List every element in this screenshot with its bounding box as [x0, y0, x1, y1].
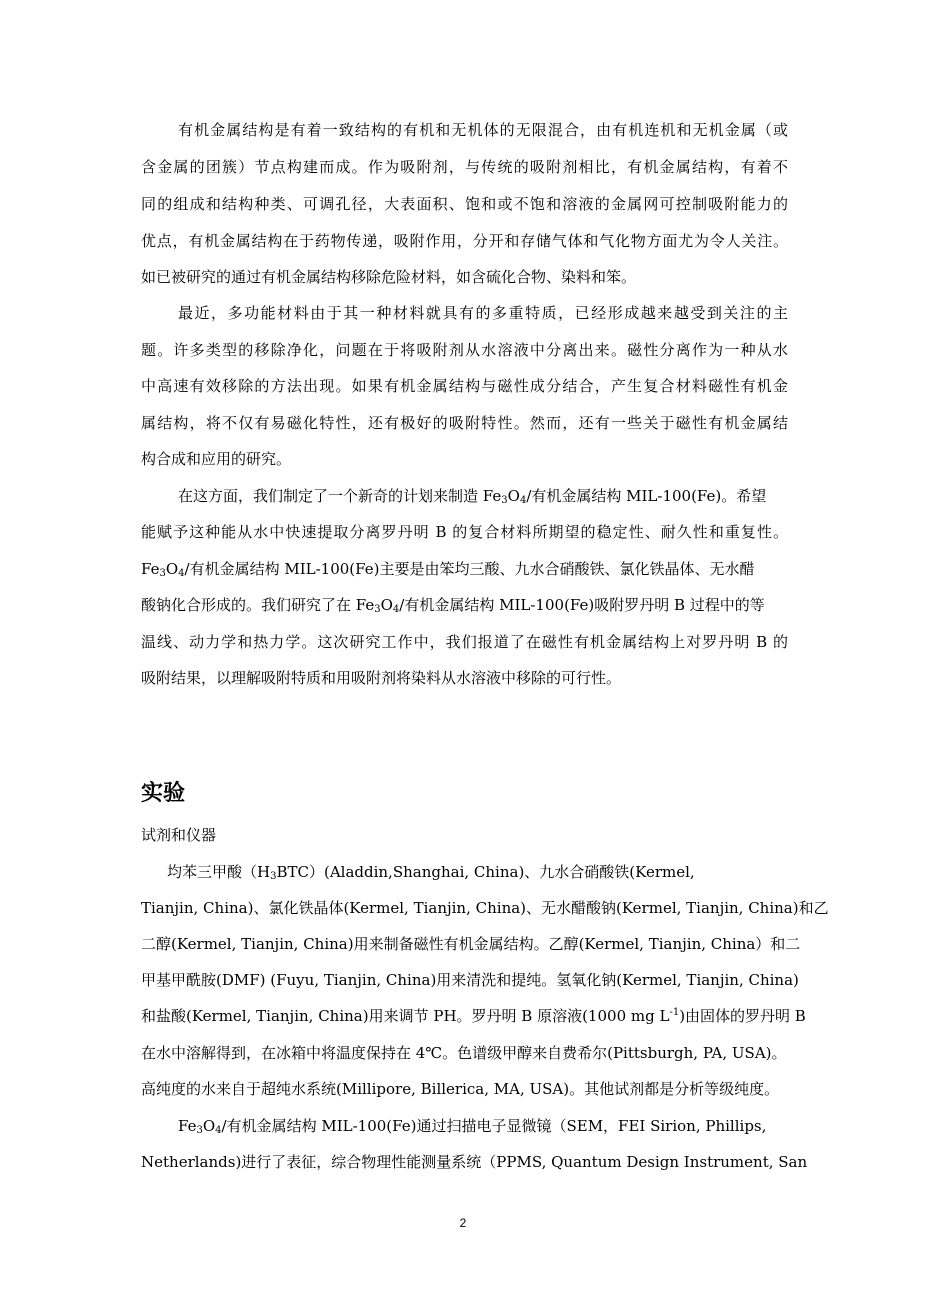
text-line: 题。许多类型的移除净化，问题在于将吸附剂从水溶液中分离出来。磁性分离作为一种从水 [141, 341, 788, 359]
text-line: 中高速有效移除的方法出现。如果有机金属结构与磁性成分结合，产生复合材料磁性有机金 [141, 377, 788, 395]
text-line: 在水中溶解得到，在冰箱中将温度保持在 4℃。色谱级甲醇来自费希尔(Pittsburgh, PA, USA)。 [141, 1044, 787, 1062]
text-line: 构合成和应用的研究。 [141, 450, 292, 468]
text-line: 能赋予这种能从水中快速提取分离罗丹明 B 的复合材料所期望的稳定性、耐久性和重复性。 [141, 523, 788, 541]
text-line: 含金属的团簇）节点构建而成。作为吸附剂，与传统的吸附剂相比，有机金属结构，有着不 [141, 158, 788, 176]
text-line: 甲基甲酰胺(DMF) (Fuyu, Tianjin, China)用来清洗和提纯。氢氧化钠(Kermel, Tianjin, China) [141, 971, 799, 989]
text-line: Tianjin, China)、氯化铁晶体(Kermel, Tianjin, China)、无水醋酸钠(Kermel, Tianjin, China)和乙 [141, 899, 829, 917]
text-line: 最近，多功能材料由于其一种材料就具有的多重特质，已经形成越来越受到关注的主 [178, 304, 788, 322]
text-line: 和盐酸(Kermel, Tianjin, China)用来调节 PH。罗丹明 B 原溶液(1000 mg $L^{-1}$)由固体的罗丹明 B [141, 1007, 806, 1025]
text-line: 属结构，将不仅有易磁化特性，还有极好的吸附特性。然而，还有一些关于磁性有机金属结 [141, 414, 788, 432]
text-line: 同的组成和结构种类、可调孔径，大表面积、饱和或不饱和溶液的金属网可控制吸附能力的 [141, 195, 788, 213]
section-heading-experiment: 实验 [141, 781, 186, 806]
text-line: 酸钠化合形成的。我们研究了在 $Fe_3O_4/$有机金属结构 MIL-100(Fe)吸附罗丹明 B 过程中的等 [141, 596, 765, 615]
text-line: 在这方面，我们制定了一个新奇的计划来制造 $Fe_3O_4/$有机金属结构 MIL-100(Fe)。希望 [178, 487, 767, 506]
page-number: 2 [459, 1216, 467, 1230]
subsection-heading-reagents: 试剂和仪器 [141, 826, 217, 844]
text-line: 温线、动力学和热力学。这次研究工作中，我们报道了在磁性有机金属结构上对罗丹明 B 的 [141, 633, 788, 651]
text-line: 吸附结果，以理解吸附特质和用吸附剂将染料从水溶液中移除的可行性。 [141, 669, 622, 687]
text-line: Netherlands)进行了表征，综合物理性能测量系统（PPMS, Quantum Design Instrument, San [141, 1153, 808, 1171]
text-line: 优点，有机金属结构在于药物传递，吸附作用，分开和存储气体和气化物方面尤为令人关注。 [141, 232, 788, 250]
text-line: 如已被研究的通过有机金属结构移除危险材料，如含硫化合物、染料和笨。 [141, 268, 637, 286]
text-line: 有机金属结构是有着一致结构的有机和无机体的无限混合，由有机连机和无机金属（或 [178, 121, 788, 139]
text-line: $Fe_3O_4/$有机金属结构 MIL-100(Fe)主要是由笨均三酸、九水合硝酸铁、氯化铁晶体、无水醋 [141, 560, 755, 579]
text-line: $Fe_3O_4/$有机金属结构 MIL-100(Fe)通过扫描电子显微镜（SEM，FEI Sirion, Phillips, [178, 1117, 767, 1136]
text-line: 均苯三甲酸$(H_3BTC)(Aladdin,Shanghai$, China)、九水合硝酸铁(Kermel, [167, 863, 695, 882]
text-line: 高纯度的水来自于超纯水系统(Millipore, Billerica, MA, USA)。其他试剂都是分析等级纯度。 [141, 1080, 780, 1098]
text-line: 二醇(Kermel, Tianjin, China)用来制备磁性有机金属结构。乙醇(Kermel, Tianjin, China）和二 [141, 935, 801, 953]
